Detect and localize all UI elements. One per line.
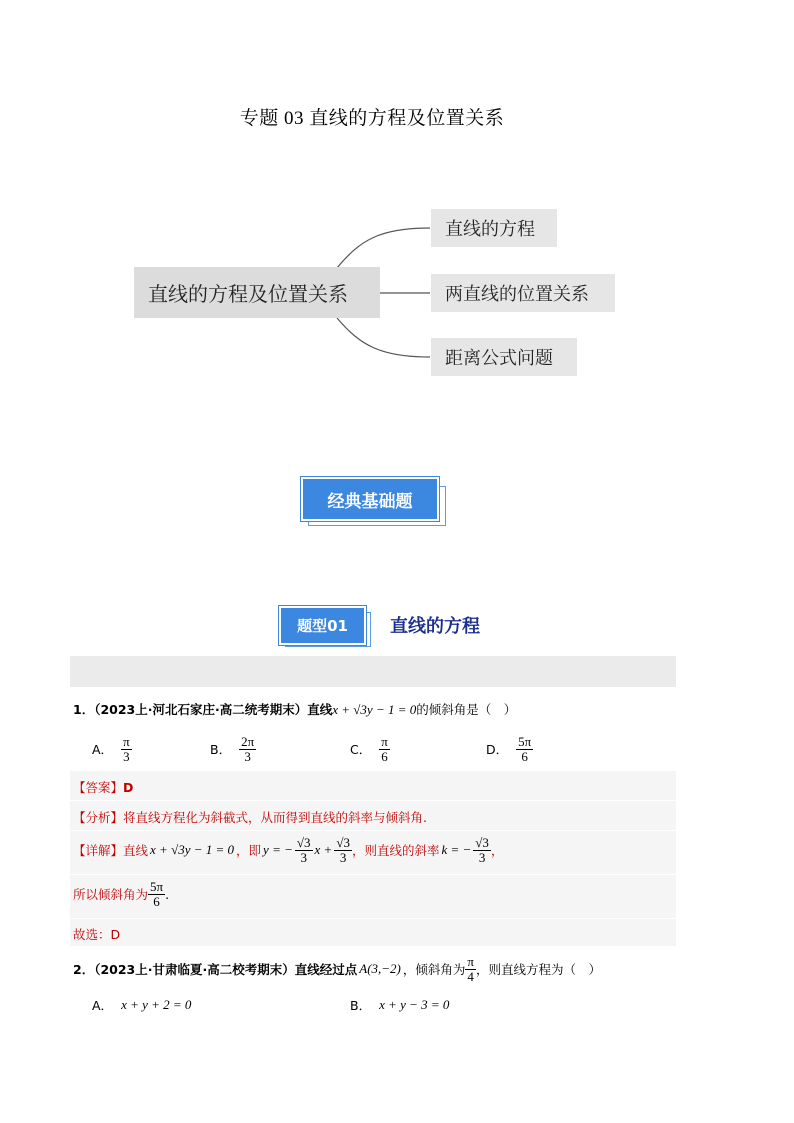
q2-option-b[interactable]: B． x + y − 3 = 0 bbox=[350, 997, 450, 1013]
conclusion-line: 故选：D bbox=[73, 927, 121, 942]
q1-option-b[interactable]: B． $\frac{2\pi}{3}$ bbox=[210, 734, 255, 764]
mindmap-root: 直线的方程及位置关系 bbox=[134, 267, 380, 318]
solution-divider bbox=[70, 800, 676, 801]
question-2-stem: 2．（2023上·甘肃临夏·高二校考期末）直线经过点 A(3,−2) ，倾斜角为 $\frac{\pi}{4}$ ，则直线方程为（ ） bbox=[73, 954, 601, 984]
mindmap-child-line-equation: 直线的方程 bbox=[431, 209, 557, 247]
section-title: 直线的方程 bbox=[390, 616, 480, 637]
answer-line: 【答案】D bbox=[73, 780, 134, 795]
q1-option-a[interactable]: A． $\frac{\pi}{3}$ bbox=[92, 734, 130, 764]
mindmap-child-distance: 距离公式问题 bbox=[431, 338, 577, 376]
question-1-stem: 1．（2023上·河北石家庄·高二统考期末）直线x + √3y − 1 = 0的倾斜角是（ ） bbox=[73, 702, 517, 717]
section-divider-bar bbox=[70, 656, 676, 687]
document-title: 专题 03 直线的方程及位置关系 bbox=[239, 108, 505, 129]
analysis-line: 【分析】将直线方程化为斜截式，从而得到直线的斜率与倾斜角. bbox=[73, 810, 427, 825]
solution-divider bbox=[70, 874, 676, 875]
mindmap-child-position: 两直线的位置关系 bbox=[431, 274, 615, 312]
q2-option-a[interactable]: A． x + y + 2 = 0 bbox=[92, 997, 192, 1013]
banner-classic-basics: 经典基础题 bbox=[301, 477, 439, 521]
q1-option-d[interactable]: D． $\frac{5\pi}{6}$ bbox=[486, 734, 532, 764]
section-tag: 题型01 bbox=[279, 606, 366, 645]
detail-line: 【详解】 直线 x + √3y − 1 = 0 ，即 y = − $\frac{√3}{3}$ x + $\frac{√3}{3}$ ，则直线的斜率 k = − $\frac{√3}{3}$ ， bbox=[73, 835, 504, 865]
solution-divider bbox=[70, 918, 676, 919]
solution-divider bbox=[70, 830, 676, 831]
q1-option-c[interactable]: C． $\frac{\pi}{6}$ bbox=[350, 734, 388, 764]
angle-result-line: 所以倾斜角为 $\frac{5\pi}{6}$ . bbox=[73, 879, 170, 909]
mindmap-connectors bbox=[0, 0, 794, 420]
